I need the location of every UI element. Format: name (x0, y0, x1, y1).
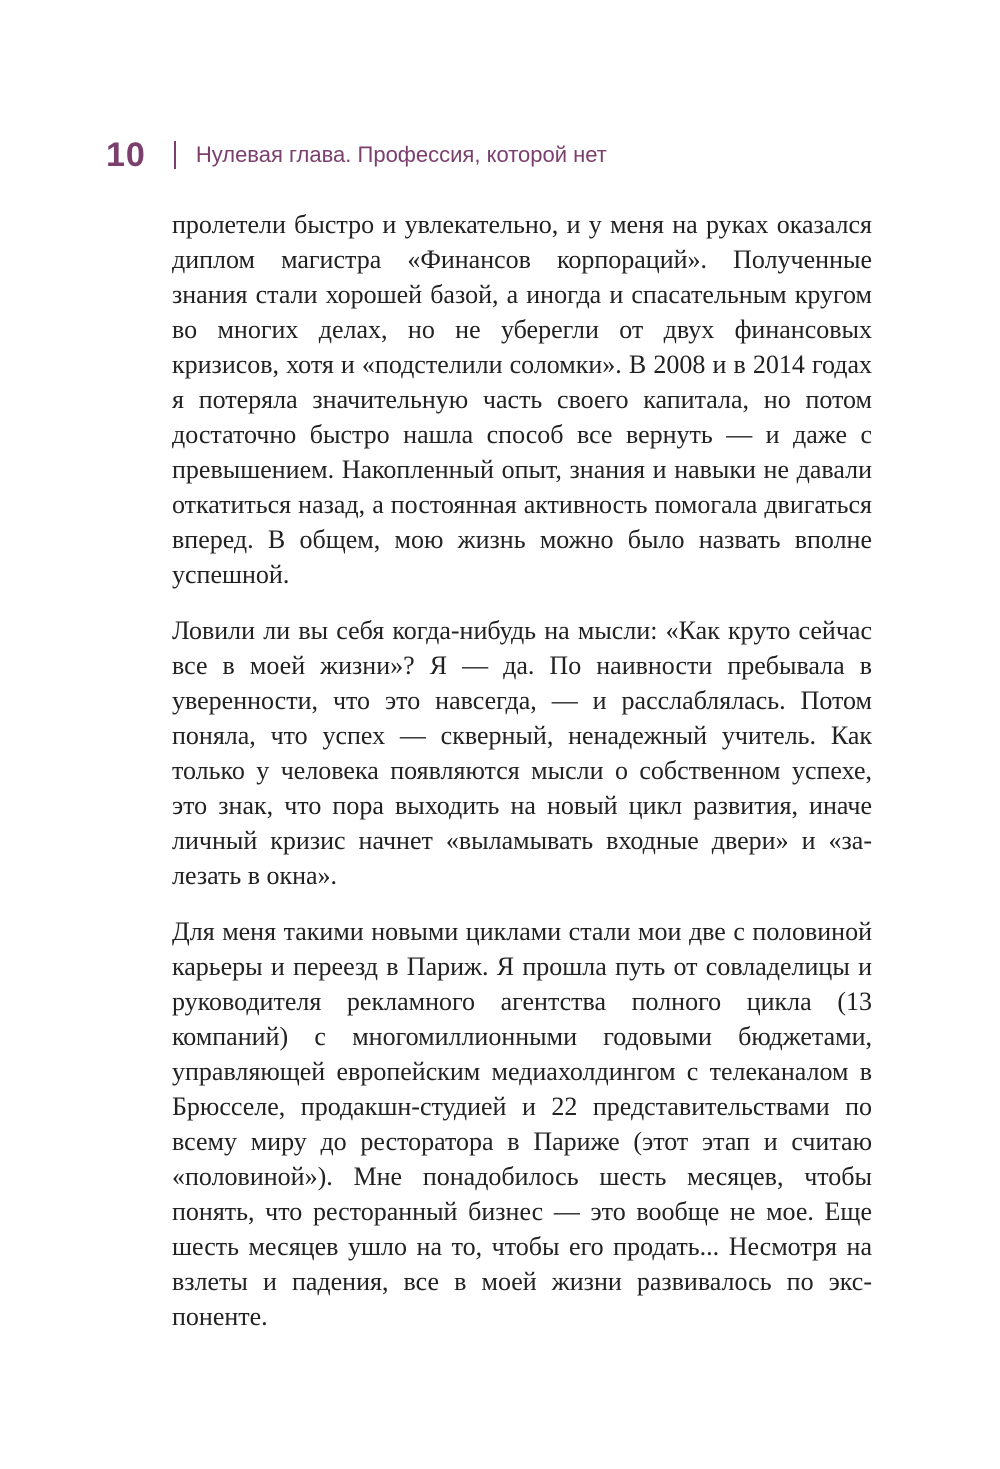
paragraph: Для меня такими новыми циклами стали мои две с половиной карьеры и переезд в Париж. Я прошла путь от совладелицы и руководителя рекламного агентства полного цикла (13 компаний) с многомиллионными годовыми бюджетами, управляющей европейским медиахолдингом с телеканалом в Брюсселе, продакшн-студией и 22 представительствами по всему миру до ресторатора в Париже (этот этап и считаю «половиной»). Мне понадобилось шесть месяцев, чтобы понять, что ресторанный бизнес — это вообще не мое. Еще шесть месяцев ушло на то, чтобы его продать... Несмотря на взлеты и падения, все в моей жизни развивалось по экспоненте. (172, 917, 872, 1331)
paragraph: пролетели быстро и увлекательно, и у меня на руках оказался диплом магистра «Финансов корпораций». Полученные знания стали хорошей базой, а иногда и спасательным кругом во многих делах, но не уберегли от двух финансовых кризисов, хотя и «подстелили соломки». В 2008 и в 2014 годах я потеряла значительную часть своего капитала, но потом достаточно быстро нашла способ все вернуть — и даже с превышением. Накопленный опыт, знания и навыки не давали откатиться назад, а постоянная активность помогала двигаться вперед. В общем, мою жизнь можно было назвать вполне успешной. (172, 210, 872, 589)
header-divider (174, 141, 176, 169)
page-number: 10 (106, 135, 146, 174)
chapter-title: Нулевая глава. Профессия, которой нет (195, 142, 607, 167)
paragraph: Ловили ли вы себя когда-нибудь на мысли: «Как круто сейчас все в моей жизни»? Я — да. По наивности пребывала в уверенности, что это навсегда, — и расслаблялась. Потом поняла, что успех — скверный, ненадежный учитель. Как только у человека появляются мысли о собственном успехе, это знак, что пора выходить на новый цикл развития, иначе личный кризис начнет «выламывать входные двери» и «залезать в окна». (172, 616, 872, 890)
body-text (172, 207, 872, 1355)
running-header (106, 130, 607, 180)
